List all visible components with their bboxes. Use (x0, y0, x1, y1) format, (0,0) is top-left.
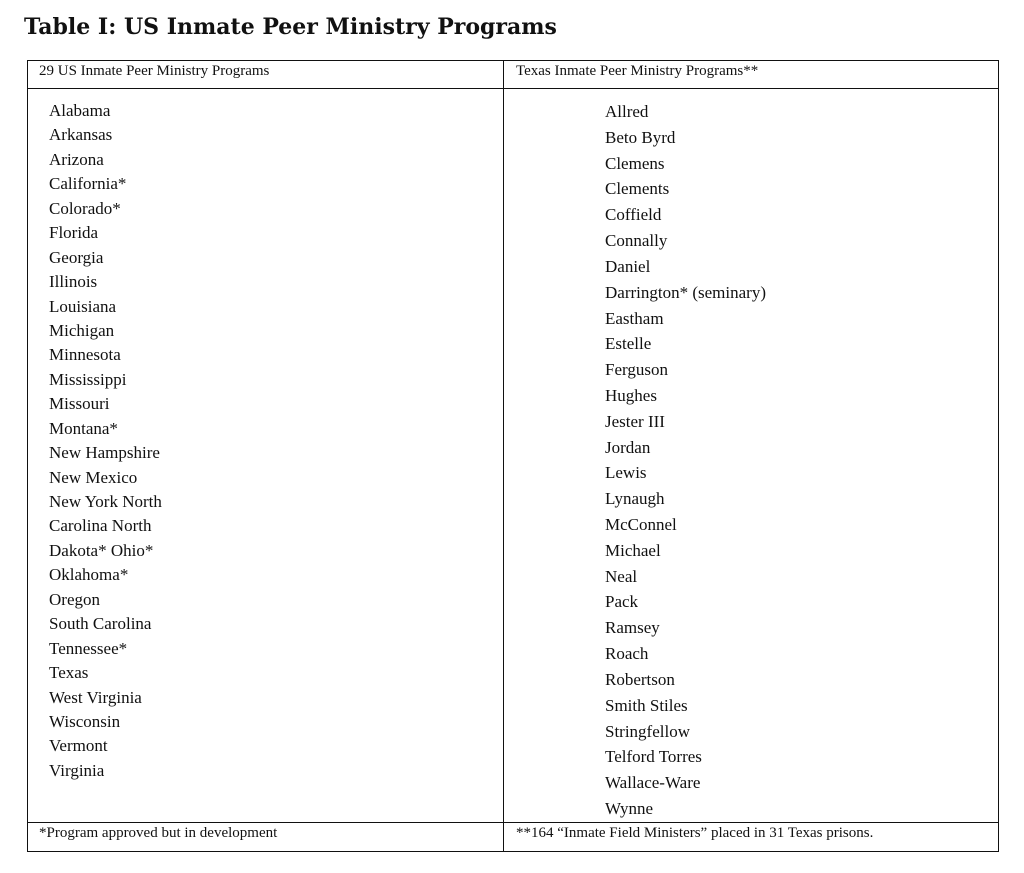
texas-program-item: Coffield (605, 205, 662, 225)
texas-program-item: Ramsey (605, 618, 660, 638)
texas-program-list (605, 99, 766, 822)
page-title: Table I: US Inmate Peer Ministry Programs (24, 14, 557, 40)
us-program-list (49, 99, 162, 783)
texas-program-item: Allred (605, 102, 649, 121)
us-program-item: Tennessee* (49, 638, 128, 658)
right-footnote: **164 “Inmate Field Ministers” placed in 31 Texas prisons. (516, 825, 874, 841)
us-program-item: Arkansas (49, 125, 113, 145)
us-program-item: Illinois (49, 272, 98, 292)
footer-divider (28, 822, 998, 823)
us-program-item: Vermont (49, 736, 108, 756)
us-program-item: Oklahoma* (49, 565, 129, 585)
column-divider (503, 61, 504, 851)
texas-program-item: Darrington* (seminary) (605, 282, 766, 302)
us-program-item: Louisiana (49, 296, 117, 316)
us-program-item: Georgia (49, 247, 104, 267)
texas-program-item: Robertson (605, 669, 675, 689)
texas-program-item: Wallace-Ware (605, 773, 701, 793)
us-program-item: Missouri (49, 394, 110, 414)
texas-program-item: Beto Byrd (605, 127, 676, 147)
us-program-item: Colorado* (49, 198, 121, 218)
texas-program-item: Telford Torres (605, 747, 702, 767)
us-program-item: New York North (49, 492, 162, 511)
us-program-item: Alabama (49, 101, 111, 120)
left-footnote: *Program approved but in development (39, 825, 278, 841)
us-program-item: Montana* (49, 418, 118, 438)
texas-program-item: McConnel (605, 515, 677, 534)
us-program-item: Michigan (49, 320, 115, 340)
us-program-item: New Mexico (49, 467, 138, 487)
texas-program-item: Smith Stiles (605, 695, 688, 715)
texas-program-item: Jordan (605, 437, 651, 457)
us-program-item: New Hampshire (49, 443, 160, 463)
texas-program-item: Jester III (605, 411, 665, 431)
texas-program-item: Pack (605, 592, 639, 612)
texas-program-item: Lynaugh (605, 489, 665, 509)
texas-program-item: Eastham (605, 308, 664, 328)
us-program-item: West Virginia (49, 687, 142, 707)
us-program-item: Mississippi (49, 369, 127, 389)
us-program-item: California* (49, 174, 127, 194)
texas-program-item: Clemens (605, 153, 665, 173)
ministry-table (27, 60, 999, 852)
us-program-item: Minnesota (49, 345, 121, 365)
us-program-item: Texas (49, 663, 89, 683)
texas-program-item: Neal (605, 566, 638, 586)
texas-program-item: Lewis (605, 463, 647, 483)
right-column-header: Texas Inmate Peer Ministry Programs** (516, 63, 759, 79)
texas-program-item: Roach (605, 644, 649, 664)
header-divider (28, 88, 998, 89)
texas-program-item: Estelle (605, 334, 652, 354)
us-program-item: Wisconsin (49, 711, 121, 731)
texas-program-item: Clements (605, 179, 670, 199)
texas-program-item: Hughes (605, 385, 657, 405)
us-program-item: Virginia (49, 760, 105, 780)
us-program-item: Oregon (49, 589, 100, 609)
texas-program-item: Michael (605, 540, 661, 560)
texas-program-item: Stringfellow (605, 721, 690, 741)
us-program-item: Arizona (49, 149, 104, 169)
us-program-item: South Carolina (49, 614, 152, 634)
left-column-header: 29 US Inmate Peer Ministry Programs (39, 63, 270, 79)
us-program-item: Carolina North (49, 516, 152, 536)
us-program-item: Dakota* Ohio* (49, 540, 154, 560)
texas-program-item: Connally (605, 231, 668, 251)
us-program-item: Florida (49, 223, 99, 243)
texas-program-item: Ferguson (605, 360, 668, 380)
texas-program-item: Wynne (605, 798, 654, 818)
texas-program-item: Daniel (605, 256, 651, 276)
